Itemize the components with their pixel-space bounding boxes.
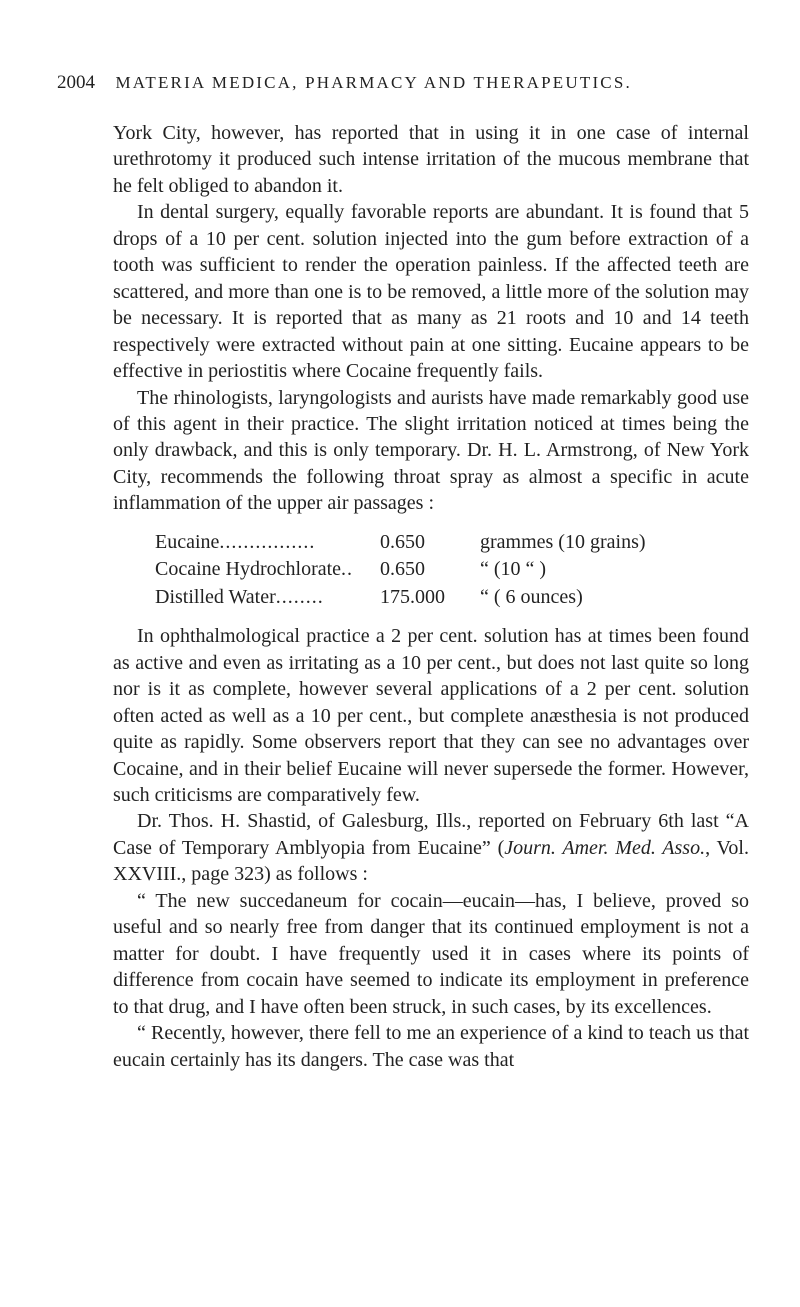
quote-paragraph: “ Recently, however, there fell to me an experience of a kind to teach us that eucain certainly has its dangers. The case was that (113, 1022, 749, 1071)
ingredient-quantity: 0.650 (380, 530, 425, 553)
ingredient-unit: “ ( 6 ounces) (480, 585, 583, 608)
page-number: 2004 (57, 72, 95, 93)
body-text (113, 120, 749, 1073)
formula-row (155, 529, 715, 557)
ingredient-unit: “ (10 “ ) (480, 558, 547, 581)
formula-row (155, 584, 715, 612)
ingredient-name: Eucaine................ (155, 530, 316, 553)
ingredient-quantity: 175.000 (380, 585, 445, 608)
ingredient-name: Cocaine Hydrochlorate.. (155, 558, 354, 581)
paragraph-shastid: Dr. Thos. H. Shastid, of Galesburg, Ills., reported on February 6th last “A Case of Temporary Amblyopia from Eucaine” (Journ. Amer. Med. Asso., Vol. XXVIII., page 323) as follows : (113, 810, 749, 886)
paragraph-urethrotomy: York City, however, has reported that in using it in one case of internal urethrotomy it produced such intense irritation of the mucous membrane that he felt obliged to abandon it. (113, 122, 749, 197)
running-title: MATERIA MEDICA, PHARMACY AND THERAPEUTICS. (115, 73, 632, 92)
throat-spray-formula (155, 529, 715, 612)
quote-paragraph: “ The new succedaneum for cocain—eucain—has, I believe, proved so useful and so nearly free from danger that its continued employment is not a matter for doubt. I have frequently used it in cases where its points of difference from cocain have seemed to indicate its employment in preference to that drug, and I have often been struck, in such cases, by its excellences. (113, 889, 749, 1018)
formula-row (155, 556, 715, 584)
paragraph-dental-surgery: In dental surgery, equally favorable reports are abundant. It is found that 5 drops of a 10 per cent. solution injected into the gum before extraction of a tooth was sufficient to render the operation painless. If the affected teeth are scattered, and more than one is to be removed, a little more of the solution may be necessary. It is reported that as many as 21 roots and 10 and 14 teeth respectively were extracted without pain at one sitting. Eucaine appears to be effective in periostitis where Cocaine frequently fails. (113, 201, 749, 383)
running-header (57, 72, 757, 94)
ingredient-quantity: 0.650 (380, 558, 425, 581)
ingredient-unit: grammes (10 grains) (480, 530, 646, 553)
paragraph-ophthalmology: In ophthalmological practice a 2 per cent. solution has at times been found as active and even as irritating as a 10 per cent., but does not last quite so long nor is it as complete, however several applications of a 2 per cent. solution often acted as well as a 10 per cent., but complete anæsthesia is not produced quite as rapidly. Some observers report that they can see no advantages over Cocaine, and in their belief Eucaine will never supersede the former. However, such criticisms are comparatively few. (113, 625, 749, 807)
ingredient-name: Distilled Water........ (155, 585, 324, 608)
journal-citation: Journ. Amer. Med. Asso. (504, 836, 706, 859)
paragraph-rhinologists: The rhinologists, laryngologists and aurists have made remarkably good use of this agent in their practice. The slight irritation noticed at times being the only drawback, and this is only temporary. Dr. H. L. Armstrong, of New York City, recommends the following throat spray as almost a specific in acute inflammation of the upper air passages : (113, 386, 749, 515)
